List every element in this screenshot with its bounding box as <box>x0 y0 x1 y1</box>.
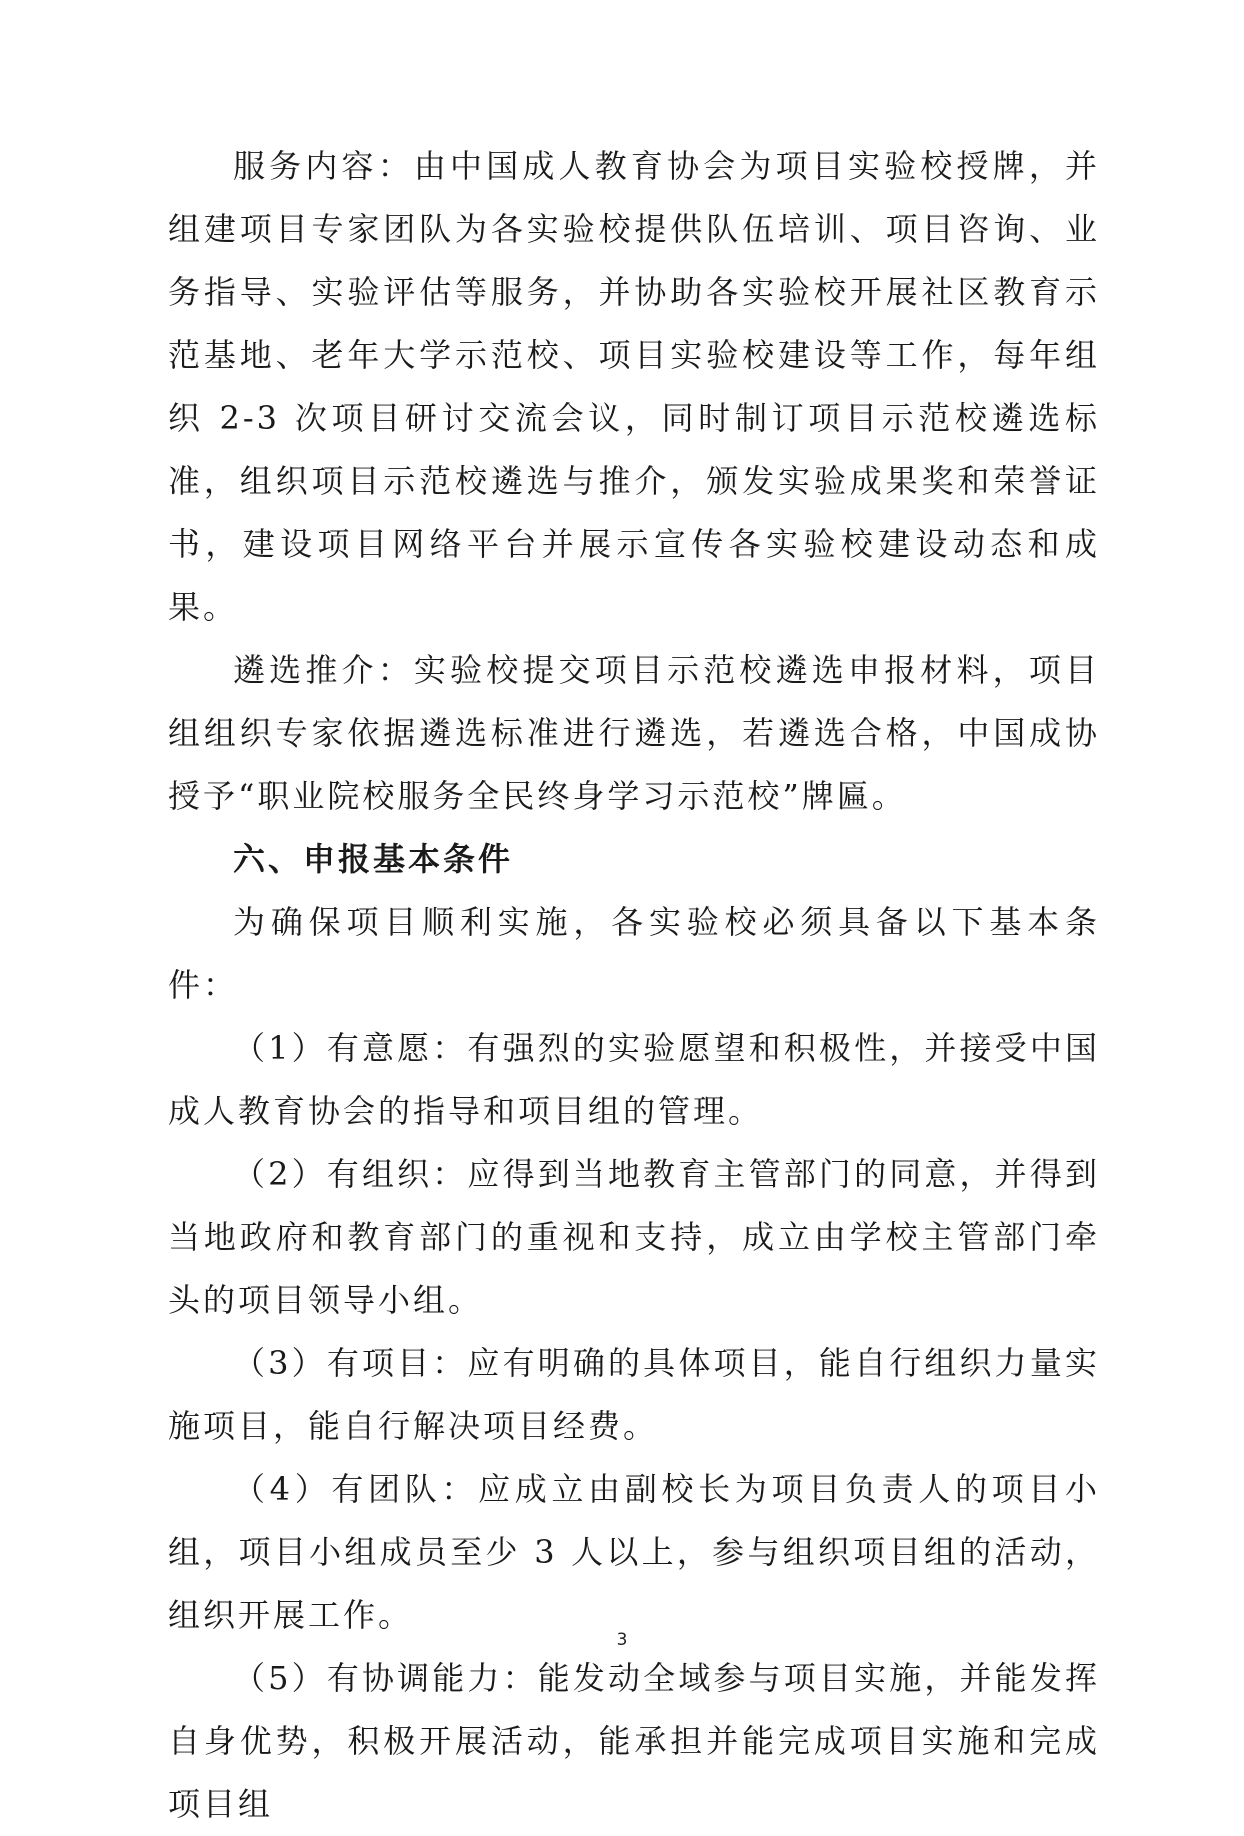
condition-coordination: （5）有协调能力：能发动全域参与项目实施，并能发挥自身优势，积极开展活动，能承担并能完成项目实施和完成项目组 <box>168 1659 1100 1823</box>
paragraph-conditions-intro: 为确保项目顺利实施，各实验校必须具备以下基本条件： <box>168 903 1100 1004</box>
condition-team: （4）有团队：应成立由副校长为项目负责人的项目小组，项目小组成员至少 3 人以上，参与组织项目组的活动，组织开展工作。 <box>168 1470 1100 1634</box>
condition-organization: （2）有组织：应得到当地教育主管部门的同意，并得到当地政府和教育部门的重视和支持，成立由学校主管部门牵头的项目领导小组。 <box>168 1155 1100 1319</box>
condition-willingness: （1）有意愿：有强烈的实验愿望和积极性，并接受中国成人教育协会的指导和项目组的管理。 <box>168 1029 1100 1130</box>
paragraph-service-content: 服务内容：由中国成人教育协会为项目实验校授牌，并组建项目专家团队为各实验校提供队伍培训、项目咨询、业务指导、实验评估等服务，并协助各实验校开展社区教育示范基地、老年大学示范校、项目实验校建设等工作，每年组织 2-3 次项目研讨交流会议，同时制订项目示范校遴选标准，组织项目示范校遴选与推介，颁发实验成果奖和荣誉证书，建设项目网络平台并展示宣传各实验校建设动态和成果。 <box>168 147 1100 626</box>
section-heading-basic-conditions: 六、申报基本条件 <box>233 840 514 878</box>
page-number: 3 <box>616 1630 628 1650</box>
document-body <box>168 135 1100 1836</box>
paragraph-selection-recommendation: 遴选推介：实验校提交项目示范校遴选申报材料，项目组组织专家依据遴选标准进行遴选，若遴选合格，中国成协授予“职业院校服务全民终身学习示范校”牌匾。 <box>168 651 1100 815</box>
condition-project: （3）有项目：应有明确的具体项目，能自行组织力量实施项目，能自行解决项目经费。 <box>168 1344 1100 1445</box>
